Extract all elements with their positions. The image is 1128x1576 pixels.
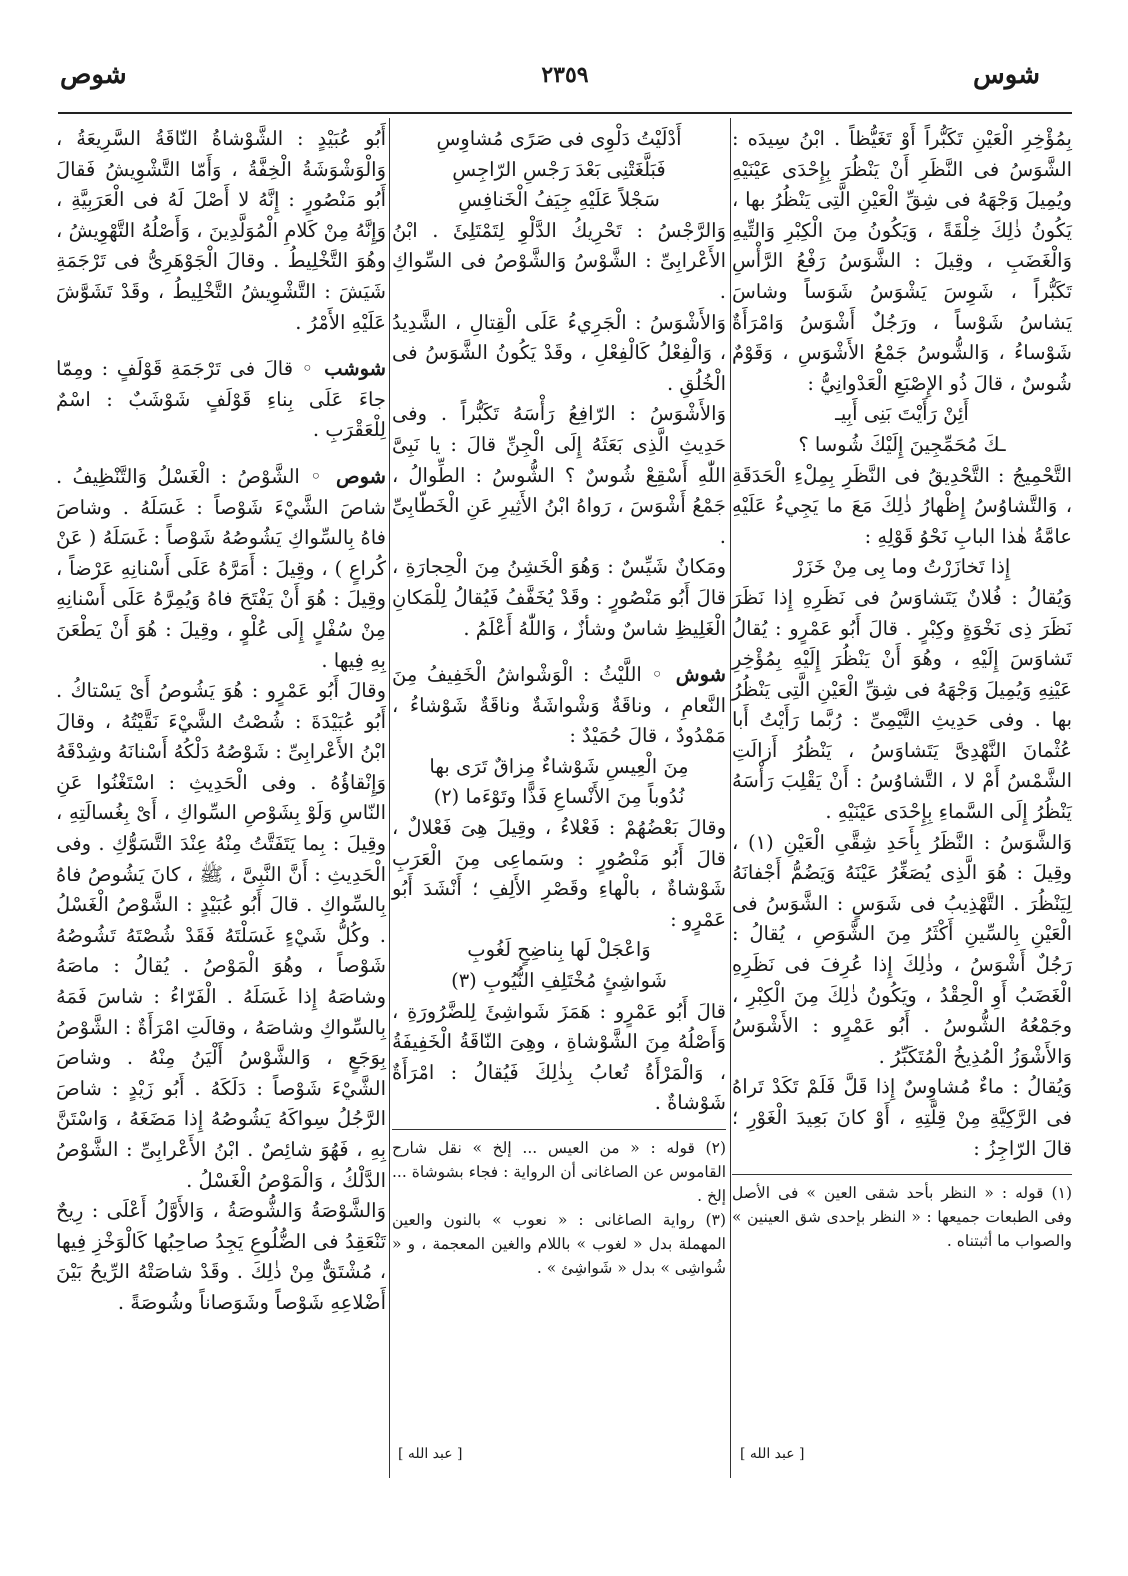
entry: شوص ◦ الشَّوْصُ : الْغَسْلُ وَالتَّنْظِيفُ . شاصَ الشَّيْءَ شَوْصاً : غَسَلَهُ . وشاصَ فاهُ بِالسِّواكِ يَشُوصُهُ شَوْصاً : غَسَلَهُ ( عَنْ كُراعٍ ) ، وقِيلَ : أَمَرَّهُ عَلَى أَسْنانِهِ عَرْضاً ، وقِيلَ : هُوَ أَنْ يَفْتَحَ فاهُ وَيُمِرَّهُ عَلَى أَسْنانِهِ مِنْ سُفْلٍ إِلَى عُلْوٍ ، وقِيلَ : هُوَ أَنْ يَطْعَنَ بِهِ فِيها . — [56, 464, 386, 672]
footnote: (٢) قوله : « من العيس ... إلخ » نقل شارح القاموس عن الصاغانى أن الرواية : فجاء بشوشاة ... إلخ . — [392, 1139, 726, 1205]
entry-text: الشَّوْصُ : الْغَسْلُ وَالتَّنْظِيفُ . شاصَ الشَّيْءَ شَوْصاً : غَسَلَهُ . وشاصَ فاهُ بِالسِّواكِ يَشُوصُهُ شَوْصاً : غَسَلَهُ ( عَنْ كُراعٍ ) ، وقِيلَ : أَمَرَّهُ عَلَى أَسْنانِهِ عَرْضاً ، وقِيلَ : هُوَ أَنْ يَفْتَحَ فاهُ وَيُمِرَّهُ عَلَى أَسْنانِهِ مِنْ سُفْلٍ إِلَى عُلْوٍ ، وقِيلَ : هُوَ أَنْ يَطْعَنَ بِهِ فِيها . — [56, 464, 386, 672]
column-right — [732, 124, 1072, 1253]
paragraph: ومَكانٌ شَيِّسٌ : وَهُوَ الْخَشِنُ مِنَ الْحِجارَةِ ، قالَ أَبُو مَنْصُورٍ : وقَدْ يُخَفَّفُ فَيُقالُ لِلْمَكانِ الْغَلِيظِ شاسٌ وشأزٌ ، وَاللّٰهُ أَعْلَمُ . — [392, 555, 726, 640]
signature: [ عبد الله ] — [398, 1446, 463, 1462]
page-header — [0, 60, 1128, 108]
entry-headword: شوشب — [324, 357, 386, 381]
entry: شوش ◦ اللَّيْثُ : الْوَشْواشُ الْخَفِيفُ مِنَ النَّعامِ ، وناقَةٌ وَشْواشَةٌ وناقَةٌ شَوْشاءُ ، مَمْدُودٌ ، قالَ حُمَيْدٌ : — [392, 663, 726, 748]
paragraph: التَّحْمِيجُ : التَّحْدِيقُ فى النَّظَرِ بِمِلْءِ الْحَدَقَةِ ، وَالتَّشاوُسُ إِظْهارُ ذٰلِكَ مَعَ ما يَجِيءُ عَلَيْهِ عامَّةُ هٰذا البابِ نَحْوُ قَوْلِهِ : — [732, 463, 1072, 548]
paragraph: وقالَ أَبُو عَمْرٍو : هُوَ يَشُوصُ أَىْ يَسْتاكُ . أَبُو عُبَيْدَةَ : شُصْتُ الشَّيْءَ نَقَّيْتُهُ ، وقالَ ابْنُ الأَعْرابِىِّ : شَوْصُهُ دَلْكُهُ أَسْنانَهُ وشِدْقَهُ وَإِنْقاؤُهُ . وفى الْحَدِيثِ : اسْتَغْنُوا عَنِ النّاسِ وَلَوْ بِشَوْصِ السِّواكِ ، أَىْ بِغُسالَتِهِ ، وقِيلَ : بِما يَتَفَتَّتُ مِنْهُ عِنْدَ التَّسَوُّكِ . وفى الْحَدِيثِ : أَنَّ النَّبِىَّ ، ﷺ ، كانَ يَشُوصُ فاهُ بِالسِّواكِ . قالَ أَبُو عُبَيْدٍ : الشَّوْصُ الْغَسْلُ . وكُلُّ شَيْءٍ غَسَلْتَهُ فَقَدْ شُصْتَهُ تَشُوصُهُ شَوْصاً ، وهُوَ الْمَوْصُ . يُقالُ : ماصَهُ وشاصَهُ إِذا غَسَلَهُ . الْفَرّاءُ : شاسَ فَمَهُ بِالسِّواكِ وشاصَهُ ، وقالَتِ امْرَأَةٌ : الشَّوْصُ بِوَجَعٍ ، وَالشَّوْسُ أَلْيَنُ مِنْهُ . وشاصَ الشَّيْءَ شَوْصاً : دَلَكَهُ . أَبُو زَيْدٍ : شاصَ الرَّجُلُ سِواكَهُ يَشُوصُهُ إِذا مَضَغَهُ ، وَاسْتَنَّ بِهِ ، فَهُوَ شائِصٌ . ابْنُ الأَعْرابِىِّ : الشَّوْصُ الدَّلْكُ ، وَالْمَوْصُ الْغَسْلُ . — [56, 679, 386, 1192]
column-divider-left — [389, 118, 390, 1478]
column-middle — [392, 124, 726, 1280]
verse-line: شَواشِئٍ مُخْتَلِفِ النُّيُوبِ (٣) — [451, 969, 667, 993]
column-divider-right — [730, 118, 731, 1478]
paragraph: وَيُقالُ : فُلانٌ يَتَشاوَسُ فى نَظَرِهِ إِذا نَظَرَ نَظَرَ ذِى نَخْوَةٍ وكِبْرٍ . قالَ أَبُو عَمْرٍو : يُقالُ تَشاوَسَ إِلَيْهِ ، وهُوَ أَنْ يَنْظُرَ إِلَيْهِ بِمُؤْخِرِ عَيْنِهِ وَيُمِيلَ وَجْهَهُ فى شِقِّ الْعَيْنِ الَّتِى يَنْظُرُ بها . وفى حَدِيثِ التَّيْمِىِّ : رُبَّما رَأَيْتُ أَبا عُثْمانَ النَّهْدِىَّ يَتَشاوَسُ ، يَنْظُرُ أَزالَتِ الشَّمْسُ أَمْ لا ، التَّشاوُسُ : أَنْ يَقْلِبَ رَأْسَهُ يَنْظُرُ إِلَى السَّماءِ بِإِحْدَى عَيْنَيْهِ . — [732, 585, 1072, 824]
paragraph: وَالأَشْوَسُ : الْجَرِيءُ عَلَى الْقِتالِ ، الشَّدِيدُ ، وَالْفِعْلُ كَالْفِعْلِ ، وقَدْ يَكُونُ الشَّوَسُ فى الْخُلُقِ . — [392, 310, 726, 395]
paragraph: وَالأَشْوَسُ : الرّافِعُ رَأْسَهُ تَكَبُّراً . وفى حَدِيثِ الَّذِى بَعَثَهُ إِلَى الْجِنِّ قالَ : يا نَبِىَّ اللّٰهِ أَسْقِعْ شُوسٌ ؟ الشُّوسُ : الطِّوالُ ، جَمْعُ أَشْوَسَ ، رَواهُ ابْنُ الأَثِيرِ عَنِ الْخَطّابِىِّ . — [392, 402, 726, 548]
verse-line: ـكَ مُحَمِّجِينَ إِلَيْكَ شُوسا ؟ — [798, 432, 1006, 456]
entry-text: اللَّيْثُ : الْوَشْواشُ الْخَفِيفُ مِنَ النَّعامِ ، وناقَةٌ وَشْواشَةٌ وناقَةٌ شَوْشاءُ ، مَمْدُودٌ ، قالَ حُمَيْدٌ : — [392, 663, 726, 748]
paragraph: قالَ أَبُو عَمْرٍو : هَمَزَ شَواشِئَ لِلضَّرُورَةِ ، وَأَصْلُهُ مِنَ الشَّوْشاةِ ، وهِىَ النّاقَةُ الْخَفِيفَةُ ، وَالْمَرْأَةُ تُعابُ بِذٰلِكَ فَيُقالُ : امْرَأَةٌ شَوْشاةٌ . — [392, 999, 726, 1115]
column-left — [56, 124, 386, 1319]
header-rule — [58, 112, 1072, 114]
paragraph: وقالَ بَعْضُهُمْ : فَعْلاءُ ، وقِيلَ هِىَ فَعْلالٌ ، قالَ أَبُو مَنْصُورٍ : وسَماعِى مِنَ الْعَرَبِ شَوْشاةٌ ، بالْهاءِ وقَصْرِ الأَلِفِ ؛ أَنْشَدَ أَبُو عَمْرٍو : — [392, 816, 726, 931]
paragraph: بِمُؤْخِرِ الْعَيْنِ تَكَبُّراً أَوْ تَغَيُّظاً . ابْنُ سِيدَه : الشَّوَسُ فى النَّظَرِ أَنْ يَنْظُرَ بِإِحْدَى عَيْنَيْهِ ويُمِيلَ وَجْهَهُ فى شِقِّ الْعَيْنِ الَّتِى يَنْظُرُ بها ، يَكُونُ ذٰلِكَ خِلْقَةً ، وَيَكُونُ مِنَ الْكِبْرِ وَالتِّيهِ وَالْغَضَبِ ، وقِيلَ : الشَّوَسُ رَفْعُ الرَّأْسِ تَكَبُّراً ، شَوِسَ يَشْوَسُ شَوَساً وشاسَ يَشاسُ شَوْساً ، ورَجُلٌ أَشْوَسُ وَامْرَأَةٌ شَوْساءُ ، وَالشُّوسُ جَمْعُ الأَشْوَسِ ، وَقَوْمٌ شُوسٌ ، قالَ ذُو الإِصْبَعِ الْعَدْوانِيُّ : — [732, 127, 1072, 395]
entry-headword: شوص — [336, 464, 386, 488]
page-number: ٢٣٥٩ — [541, 62, 589, 88]
paragraph: وَالشَّوْصَةُ وَالشُّوصَةُ ، وَالأَوَّلُ أَعْلَى : رِيحٌ تَنْعَقِدُ فى الضُّلُوعِ يَجِدُ صاحِبُها كَالْوَخْزِ فِيها ، مُشْتَقٌّ مِنْ ذٰلِكَ . وقَدْ شاصَتْهُ الرِّيحُ بَيْنَ أَضْلاعِهِ شَوْصاً وشَوَصاناً وشُوصَةً . — [56, 1199, 386, 1314]
verse-line: أَئِنْ رَأَيْتَ بَنِى أَبِيـ — [835, 402, 969, 426]
paragraph: وَيُقالُ : ماءٌ مُشاوِسٌ إِذا قَلَّ فَلَمْ تَكَدْ تَراهُ فى الرَّكِيَّةِ مِنْ قِلَّتِهِ ، أَوْ كانَ بَعِيدَ الْغَوْرِ ؛ قالَ الرّاجِزُ : — [732, 1075, 1072, 1160]
entry-text: قالَ فى تَرْجَمَةِ قَوْلَفٍ : ومِمّا جاءَ عَلَى بِناءِ قَوْلَفٍ شَوْشَبٌ : اسْمٌ لِلْعَقْرَبِ . — [56, 357, 386, 442]
verse-line: وَاعْجَلْ لَها بِناضِحٍ لَغُوبِ — [467, 938, 651, 962]
verse-line: فَبَلَّغَتْنِى بَعْدَ رَجْسِ الرّاجِسِ — [452, 157, 666, 181]
footnote: (١) قوله : « النظر بأحد شقى العين » فى الأصل وفى الطبعات جميعها : « النظر بإحدى شق العينين » والصواب ما أثبتناه . — [732, 1184, 1072, 1251]
footnote: (٣) رواية الصاغانى : « نعوب » بالنون والعين المهملة بدل « لغوب » باللام والغين المعجمة ، و « شُواشِى » بدل « شَواشِئ » . — [392, 1211, 726, 1277]
footnote-rule — [732, 1174, 1072, 1175]
paragraph: وَالرَّجْسُ : تَحْرِيكُ الدَّلْوِ لِتَمْتَلِئَ . ابْنُ الأَعْرابِىِّ : الشَّوْسُ وَالشَّوْصُ فى السِّواكِ . — [392, 218, 726, 303]
verse-line: سَجْلاً عَلَيْهِ جِيَفُ الْخَنافِسِ — [458, 188, 660, 212]
signature: [ عبد الله ] — [740, 1446, 805, 1462]
footnote-rule — [392, 1129, 726, 1130]
entry: شوشب ◦ قالَ فى تَرْجَمَةِ قَوْلَفٍ : ومِمّا جاءَ عَلَى بِناءِ قَوْلَفٍ شَوْشَبٌ : اسْمٌ لِلْعَقْرَبِ . — [56, 357, 386, 442]
verse-line: نُدُوباً مِنَ الأَنْساعِ فَذًّا وتَوْءَما (٢) — [433, 785, 685, 809]
paragraph: وَالشَّوَسُ : النَّظَرُ بِأَحَدِ شِقَّىِ الْعَيْنِ (١) ، وقِيلَ : هُوَ الَّذِى يُصَغِّرُ عَيْنَهُ وَيَضُمُّ أَجْفانَهُ لِيَنْظُرَ . التَّهْذِيبُ فى شَوَسٍ : الشَّوَسُ فى الْعَيْنِ بِالسِّينِ أَكْثَرُ مِنَ الشَّوَصِ ، يُقالُ : رَجُلٌ أَشْوَسُ ، وذٰلِكَ إِذا عُرِفَ فى نَظَرِهِ الْغَضَبُ أَوِ الْحِقْدُ ، ويَكُونُ ذٰلِكَ مِنَ الْكِبْرِ ، وجَمْعُهُ الشُّوسُ . أَبُو عَمْرٍو : الأَشْوَسُ وَالأَشْوَزُ الْمُذِيخُ الْمُتَكَبِّرُ . — [732, 830, 1072, 1068]
paragraph: أَبُو عُبَيْدٍ : الشَّوْشاةُ النّاقَةُ السَّرِيعَةُ ، وَالْوَشْوَشَةُ الْخِفَّةُ ، وَأَمّا التَّشْوِيشُ فَقالَ أَبُو مَنْصُورٍ : إِنَّهُ لا أَصْلَ لَهُ فى الْعَرَبِيَّةِ ، وَإِنَّهُ مِنْ كَلامِ الْمُوَلَّدِينَ ، وَأَصْلُهُ التَّهْوِيشُ ، وهُوَ التَّخْلِيطُ . وقالَ الْجَوْهَرِىُّ فى تَرْجَمَةِ شَيَشَ : التَّشْوِيشُ التَّخْلِيطُ ، وقَدْ تَشَوَّشَ عَلَيْهِ الأَمْرُ . — [56, 127, 386, 334]
header-left-word: شوص — [60, 60, 127, 90]
verse-line: إِذا تَخازَرْتُ وما بِى مِنْ خَزَرْ — [793, 555, 1011, 579]
header-right-word: شوس — [973, 60, 1040, 90]
entry-headword: شوش — [675, 663, 726, 687]
verse-line: أَدْلَيْتُ دَلْوِى فى صَرًى مُشاوِسِ — [436, 127, 682, 150]
verse-line: مِنَ الْعِيسِ شَوْشاءٌ مِزاقٌ تَرَى بها — [429, 754, 689, 778]
